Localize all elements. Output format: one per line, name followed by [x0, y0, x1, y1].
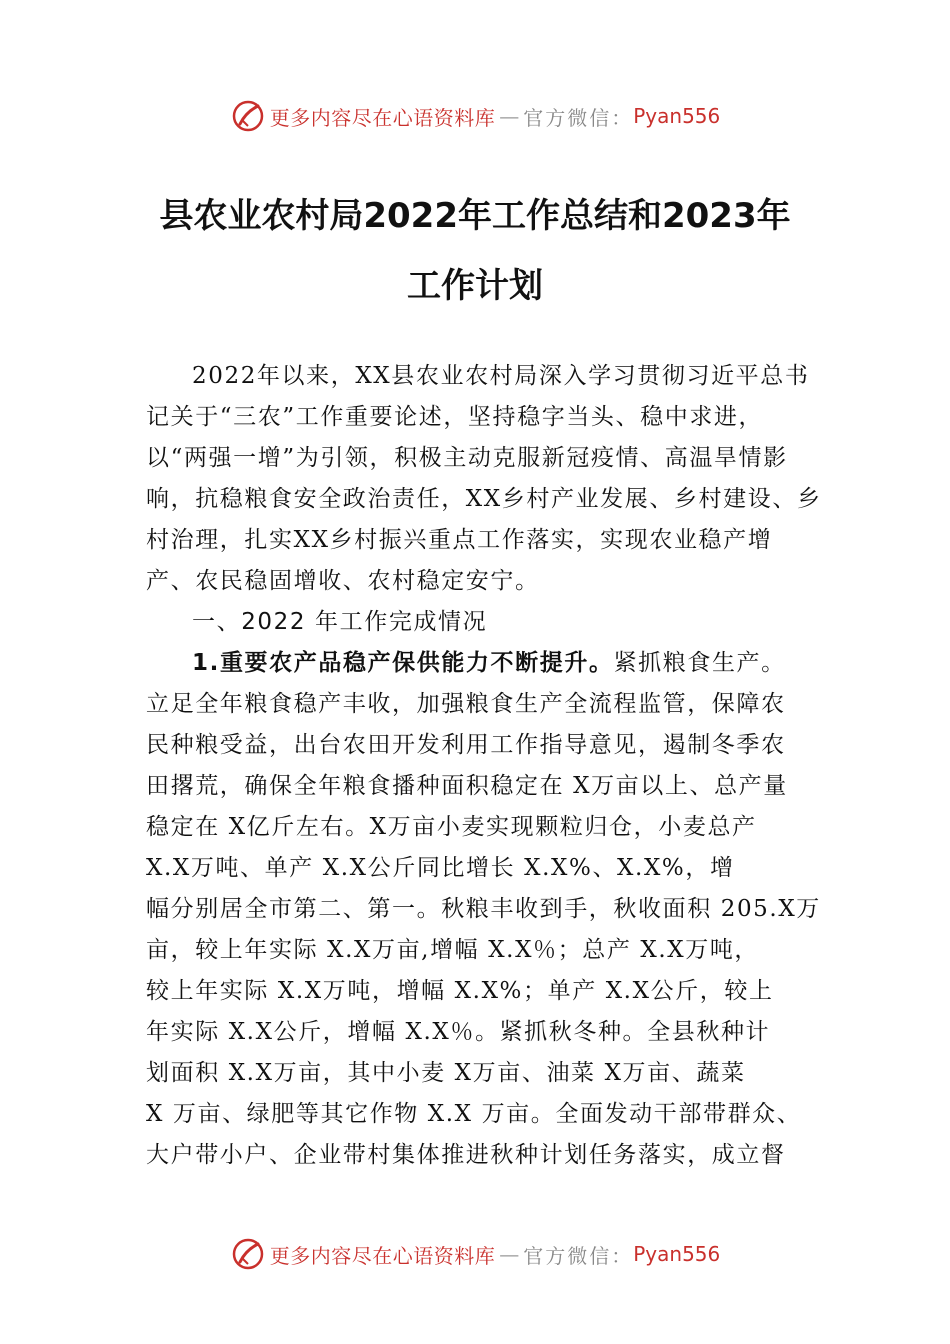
watermark-bottom — [0, 1234, 950, 1274]
document-title-line-1: 县农业农村局2022年工作总结和2023年 — [159, 196, 791, 236]
watermark-wechat-id: Pyan556 — [633, 104, 721, 128]
section-heading: 一、2022 年工作完成情况 — [192, 609, 488, 635]
watermark-text: 更多内容尽在心语资料库 — [269, 1243, 496, 1268]
brush-logo-icon — [230, 98, 266, 134]
paragraph-line: 立足全年粮食稳产丰收，加强粮食生产全流程监管，保障农 — [146, 691, 786, 717]
paragraph-line: 年实际 X.X公斤，增幅 X.X％。紧抓秋冬种。全县秋种计 — [146, 1019, 771, 1045]
paragraph-line: 产、农民稳固增收、农村稳定安宁。 — [146, 568, 540, 594]
item-number: 1. — [192, 650, 220, 676]
watermark-separator: — — [499, 104, 520, 128]
paragraph-line: 大户带小户、企业带村集体推进秋种计划任务落实，成立督 — [146, 1142, 786, 1168]
item-first-line — [146, 643, 836, 684]
watermark-label: 官方微信： — [523, 105, 634, 130]
item-bold-title: 重要农产品稳产保供能力不断提升。 — [219, 650, 614, 676]
paragraph-line: X.X万吨、单产 X.X公斤同比增长 X.X%、X.X%，增 — [146, 855, 735, 881]
paragraph-line: X 万亩、绿肥等其它作物 X.X 万亩。全面发动干部带群众、 — [146, 1101, 802, 1127]
watermark-top — [0, 96, 950, 136]
document-title-line-2: 工作计划 — [407, 266, 543, 306]
paragraph-line: 响，抗稳粮食安全政治责任，XX乡村产业发展、乡村建设、乡 — [146, 486, 822, 512]
paragraph-line: 田撂荒，确保全年粮食播种面积稳定在 X万亩以上、总产量 — [146, 773, 788, 799]
item-first-line-text: 紧抓粮食生产。 — [613, 650, 786, 676]
paragraph-line: 记关于“三农”工作重要论述，坚持稳字当头、稳中求进， — [146, 404, 764, 430]
paragraph-line: 亩，较上年实际 X.X万亩,增幅 X.X％；总产 X.X万吨， — [146, 937, 760, 963]
document-body — [146, 356, 836, 1176]
paragraph-line: 较上年实际 X.X万吨，增幅 X.X%；单产 X.X公斤，较上 — [146, 978, 774, 1004]
watermark-wechat-id: Pyan556 — [633, 1242, 721, 1266]
watermark-label: 官方微信： — [523, 1243, 634, 1268]
paragraph-line: 民种粮受益，出台农田开发利用工作指导意见，遏制冬季农 — [146, 732, 786, 758]
paragraph-line: 2022年以来，XX县农业农村局深入学习贯彻习近平总书 — [192, 363, 810, 389]
paragraph-line: 幅分别居全市第二、第一。秋粮丰收到手，秋收面积 205.X万 — [146, 896, 821, 922]
paragraph-line: 划面积 X.X万亩，其中小麦 X万亩、油菜 X万亩、蔬菜 — [146, 1060, 746, 1086]
paragraph-line: 稳定在 X亿斤左右。X万亩小麦实现颗粒归仓，小麦总产 — [146, 814, 757, 840]
watermark-separator: — — [499, 1242, 520, 1266]
brush-logo-icon — [230, 1236, 266, 1272]
paragraph-line: 以“两强一增”为引领，积极主动克服新冠疫情、高温旱情影 — [146, 445, 788, 471]
paragraph-line: 村治理，扎实XX乡村振兴重点工作落实，实现农业稳产增 — [146, 527, 773, 553]
watermark-text: 更多内容尽在心语资料库 — [269, 105, 496, 130]
